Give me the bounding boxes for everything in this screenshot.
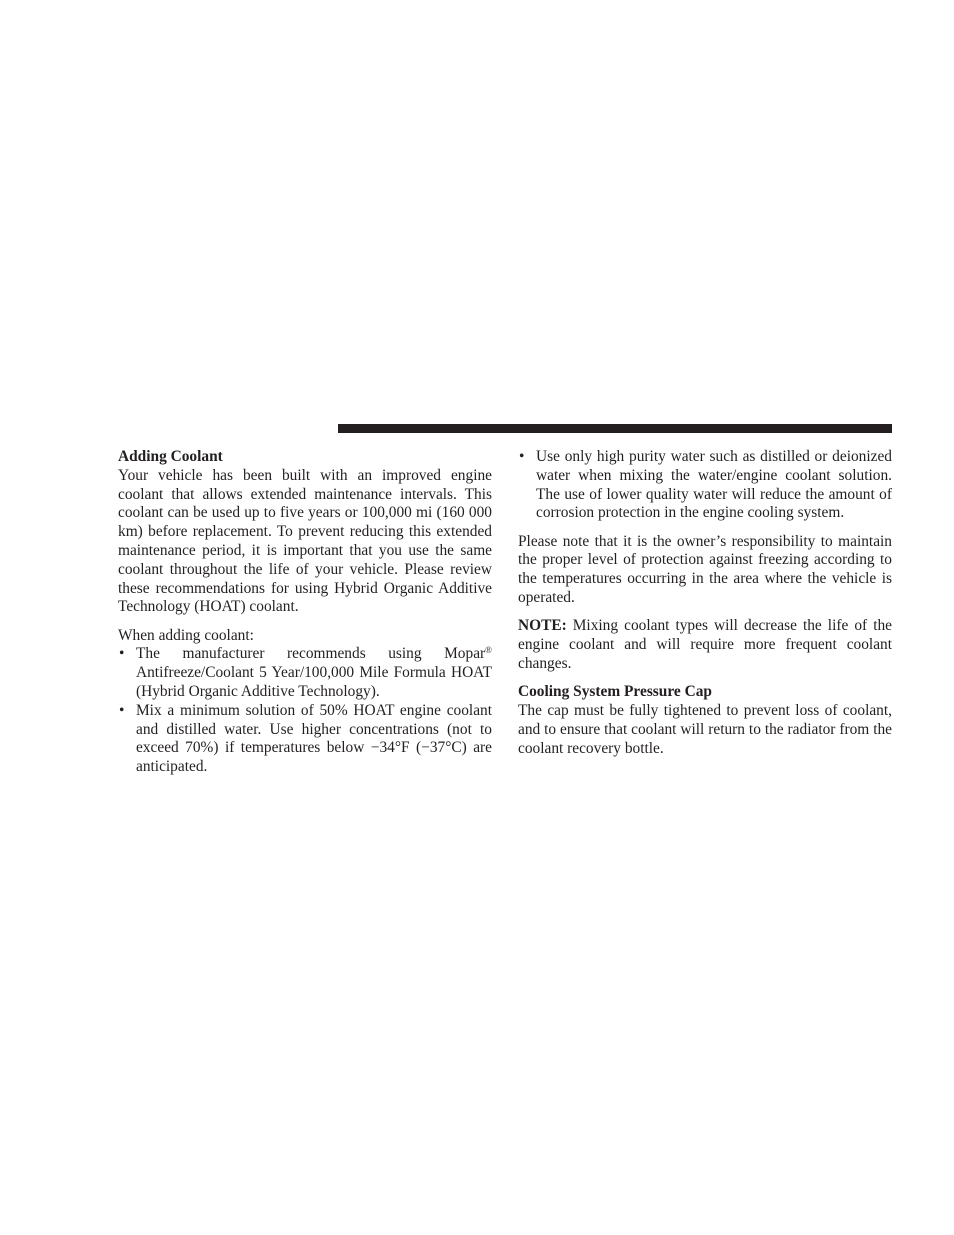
bullet-1-text-a: The manufacturer recommends using Mopar xyxy=(136,645,486,663)
right-column xyxy=(518,448,892,758)
note-label: NOTE: xyxy=(518,617,567,635)
registered-mark: ® xyxy=(485,645,492,656)
responsibility-paragraph: Please note that it is the owner’s responsibility to maintain the proper level of protection against freezing according to the temperatures occurring in the area where the vehicle is operated. xyxy=(518,532,892,607)
bullet-3-text: Use only high purity water such as distilled or deionized water when mixing the water/engine coolant solution. The use of lower quality water will reduce the amount of corrosion protection in the engine cooling system. xyxy=(536,448,892,522)
list-item xyxy=(118,645,492,701)
pressure-cap-paragraph: The cap must be fully tightened to prevent loss of coolant, and to ensure that coolant will return to the radiator from the coolant recovery bottle. xyxy=(518,702,892,757)
list-item xyxy=(518,448,892,523)
left-column xyxy=(118,448,492,777)
intro-paragraph: Your vehicle has been built with an improved engine coolant that allows extended maintenance intervals. This coolant can be used up to five years or 100,000 mi (160 000 km) before replacement. To prevent reducing this extended maintenance period, it is important that you use the same coolant throughout the life of your vehicle. Please review these recommendations for using Hybrid Organic Additive Technology (HOAT) coolant. xyxy=(118,466,492,616)
section-header-rule xyxy=(338,424,892,433)
bullet-icon: • xyxy=(519,448,525,465)
bullet-icon: • xyxy=(119,645,125,663)
list-item xyxy=(118,702,492,777)
when-adding-paragraph: When adding coolant: xyxy=(118,626,254,644)
bullet-icon: • xyxy=(119,701,125,719)
note-text: Mixing coolant types will decrease the life of the engine coolant and will require more frequent coolant changes. xyxy=(518,617,892,672)
adding-coolant-heading: Adding Coolant xyxy=(118,448,223,465)
note-paragraph xyxy=(518,617,892,673)
bullet-1-text-b: Antifreeze/Coolant 5 Year/100,000 Mile Formula HOAT (Hybrid Organic Additive Technology). xyxy=(136,664,492,701)
pressure-cap-heading: Cooling System Pressure Cap xyxy=(518,683,712,701)
bullet-2-text: Mix a minimum solution of 50% HOAT engine coolant and distilled water. Use higher concentrations (not to exceed 70%) if temperatures below −34°F (−37°C) are anticipated. xyxy=(136,701,492,776)
